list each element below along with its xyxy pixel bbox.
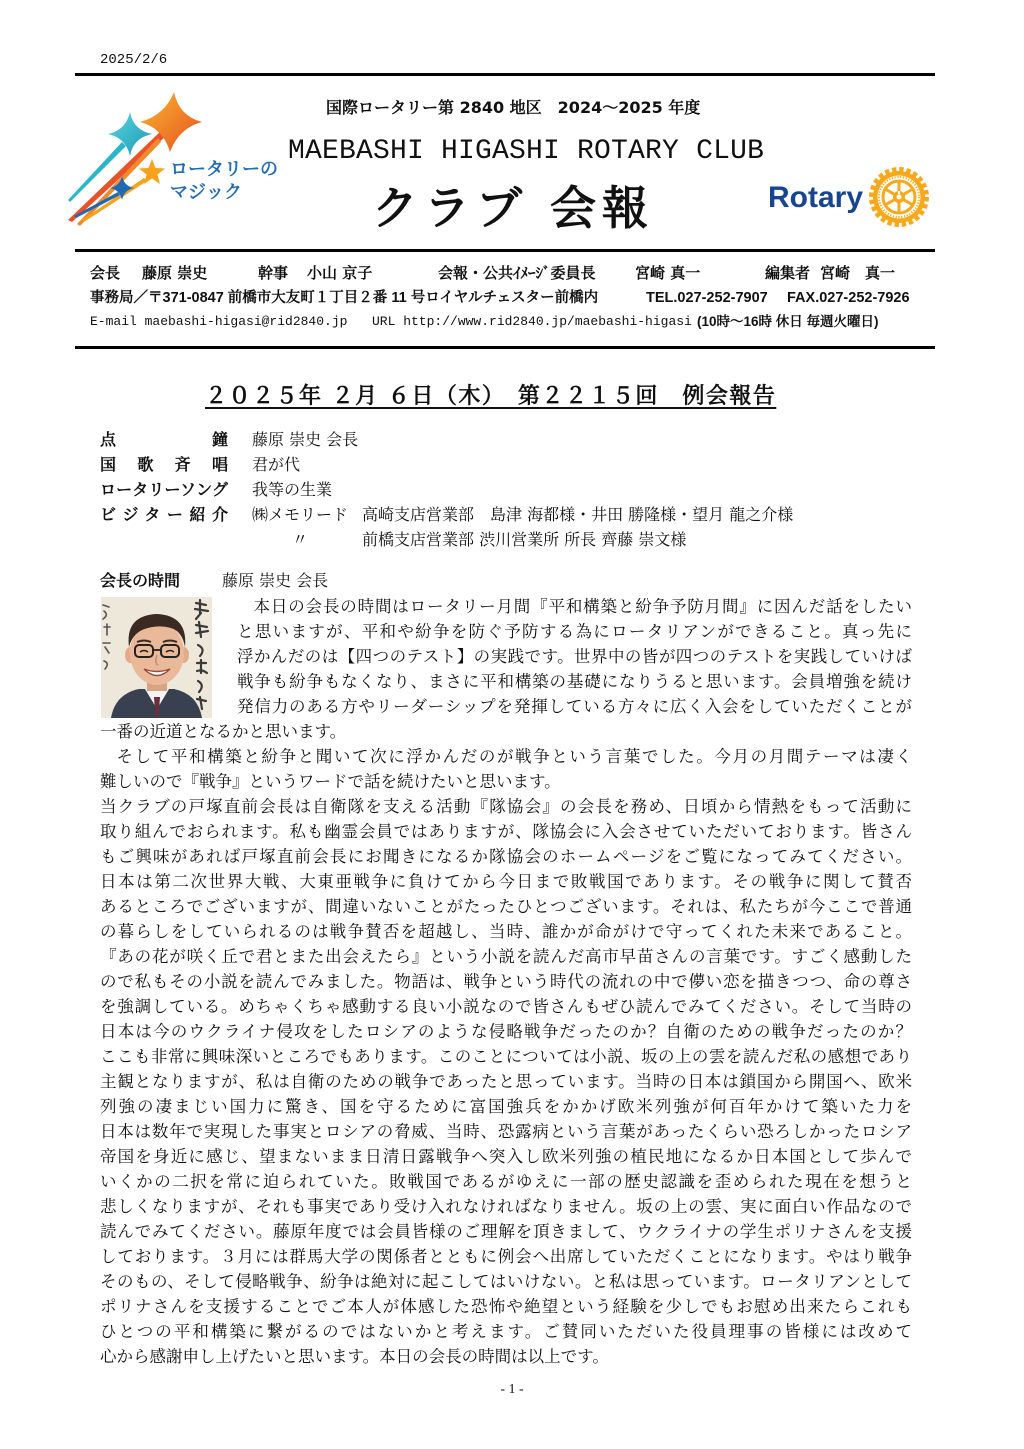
staff-name-editor: 宮崎 真一 xyxy=(820,264,896,282)
meeting-report-title: ２０２５年 ２月 ６日（木） 第２２１５回 例会報告 xyxy=(205,384,777,409)
staff-role-secretary: 幹事 xyxy=(258,264,289,282)
issue-date: 2025/2/6 xyxy=(100,52,168,68)
top-rule xyxy=(75,73,935,76)
rotary-wheel-icon xyxy=(868,166,930,228)
body-line: 浮かんだのは【四つのテスト】の実践です。世界中の皆が四つのテストを実践していけば xyxy=(237,647,912,666)
contact-rule xyxy=(75,346,935,349)
body-line: ひとつの平和構築に繋がるのではないかと考えます。ご賛同いただいた役員理事の皆様には改めて xyxy=(100,1322,912,1341)
body-line: 読んでみてください。藤原年度では会員皆様のご理解を頂きまして、ウクライナの学生ポリナさんを支援 xyxy=(100,1222,912,1241)
theme-logo-line2: マジック xyxy=(170,182,242,203)
body-line: と思いますが、平和や紛争を防ぐ予防する為にロータリアンができること。真っ先に xyxy=(237,622,912,641)
office-url: URL http://www.rid2840.jp/maebashi-higasi xyxy=(372,314,692,329)
body-line: 日本は今のウクライナ侵攻をしたロシアのような侵略戦争だったのか？自衛のための戦争だったのか？ xyxy=(100,1022,912,1041)
body-line: あるところでございますが、間違いないことがたったひとつございます。それは、私たちが今ここで普通 xyxy=(100,897,912,916)
page-number: - 1 - xyxy=(500,1382,524,1397)
body-line: そのもの、そして侵略戦争、紛争は絶対に起こしてはいけない。と私は思っています。ロータリアンとして xyxy=(100,1272,912,1291)
office-fax: FAX.027-252-7926 xyxy=(787,290,910,306)
program-label-bell: 点鐘 xyxy=(100,430,228,449)
body-line: を強調している。めちゃくちゃ感動する良い小説なので皆さんもぜひ読んでみてください。そして当時の xyxy=(100,997,912,1016)
newsletter-title: クラブ 会報 xyxy=(372,181,655,235)
office-email: E-mail maebashi-higasi@rid2840.jp xyxy=(90,314,348,329)
staff-role-president: 会長 xyxy=(90,264,121,282)
visitor-company: ㈱メモリード xyxy=(252,505,349,524)
program-label-song: ロータリーソング xyxy=(100,480,228,499)
program-value-anthem: 君が代 xyxy=(252,455,301,474)
body-line: 取り組んでおられます。私も幽霊会員ではありますが、隊協会に入会させていただいております。皆さん xyxy=(100,822,912,841)
staff-name-secretary: 小山 京子 xyxy=(307,264,373,282)
staff-name-president: 藤原 崇史 xyxy=(142,264,208,282)
body-line: 帝国を身近に感じ、望まないまま日清日露戦争へ突入し欧米列強の植民地になるか日本国として歩んで xyxy=(100,1147,912,1166)
body-line: 日本は第二次世界大戦、大東亜戦争に負けてから今日まで敗戦国であります。その戦争に関して賛否 xyxy=(100,872,912,891)
body-line: 戦争も紛争もなくなり、まさに平和構築の基礎になりうると思います。会員増強を続け xyxy=(237,672,912,691)
body-line: 一番の近道となるかと思います。 xyxy=(100,722,347,741)
body-line: 列強の凄まじい国力に驚き、国を守るために富国強兵をかかげ欧米列強が何百年かけて築いた力を xyxy=(100,1097,912,1116)
body-line: ここも非常に興味深いところでもあります。このことについては小説、坂の上の雲を読んだ私の感想であり xyxy=(100,1047,912,1066)
district-line: 国際ロータリー第 2840 地区 2024～2025 年度 xyxy=(326,98,701,117)
staff-role-pr-chair: 会報・公共ｲﾒｰｼﾞ委員長 xyxy=(438,264,596,282)
theme-logo-line1: ロータリーの xyxy=(170,159,278,180)
body-line: ポリナさんを支援することでご本人が体感した恐怖や絶望という経験を少しでもお慰め出来たらこれも xyxy=(100,1297,912,1316)
visitor-detail: 前橋支店営業部 渋川営業所 所長 齊藤 崇文様 xyxy=(362,530,687,549)
body-line: ので私もその小説を読んでみました。物語は、戦争という時代の流れの中で儚い恋を描きつつ、命の尊さ xyxy=(100,972,912,991)
body-line: そして平和構築と紛争と聞いて次に浮かんだのが戦争という言葉でした。今月の月間テーマは凄く xyxy=(116,747,912,766)
president-time-body xyxy=(100,594,912,1369)
program-value-bell: 藤原 崇史 会長 xyxy=(252,430,359,449)
body-line: いくかの二択を常に迫られていた。敗戦国であるがゆえに一部の歴史認識を歪められた現在を想うと xyxy=(100,1172,912,1191)
visitor-company-ditto: 〃 xyxy=(291,530,308,549)
president-time-heading: 会長の時間 xyxy=(100,571,181,590)
body-line: 難しいので『戦争』というワードで話を続けたいと思います。 xyxy=(100,772,561,791)
body-line: 日本は数年で実現した事実とロシアの脅威、当時、恐露病という言葉があったくらい恐ろしかったロシア xyxy=(100,1122,912,1141)
club-name: MAEBASHI HIGASHI ROTARY CLUB xyxy=(288,136,765,167)
body-line: の暮らしをしていられるのは戦争賛否を超越し、当時、誰かが命がけで守ってくれた未来であること。 xyxy=(100,922,912,941)
rotary-wordmark: Rotary xyxy=(768,181,864,214)
body-line: しております。３月には群馬大学の関係者とともに例会へ出席していただくことになります。やはり戦争 xyxy=(100,1247,912,1266)
visitor-detail: 高崎支店営業部 島津 海都様・井田 勝隆様・望月 龍之介様 xyxy=(362,505,794,524)
office-tel: TEL.027-252-7907 xyxy=(646,290,768,306)
body-line: 発信力のある方やリーダーシップを発揮している方々に広く入会をしていただくことが xyxy=(237,697,912,716)
body-line: 当クラブの戸塚直前会長は自衛隊を支える活動『隊協会』の会長を務め、日頃から情熱をもって活動に xyxy=(100,797,912,816)
program-label-anthem: 国歌斉唱 xyxy=(100,455,228,474)
staff-name-pr-chair: 宮崎 真一 xyxy=(635,264,701,282)
body-line: 悲しくなりますが、それも事実であり受け入れなければなりません。坂の上の雲、実に面白い作品なので xyxy=(100,1197,912,1216)
office-address: 事務局／〒371-0847 前橋市大友町１丁目２番 11 号ロイヤルチェスター前橋内 xyxy=(90,290,599,306)
office-hours: (10時～16時 休日 毎週火曜日) xyxy=(697,314,879,329)
body-line: もご興味があれば戸塚直前会長にお聞きになるか隊協会のホームページをご覧になってみてください。 xyxy=(100,847,912,866)
masthead-rule xyxy=(75,249,935,252)
visitors-label: ビジター紹介 xyxy=(100,505,228,524)
body-line: 『あの花が咲く丘で君とまた出会えたら』という小説を読んだ高市早苗さんの言葉です。すごく感動した xyxy=(100,947,912,966)
body-line: 本日の会長の時間はロータリー月間『平和構築と紛争予防月間』に因んだ話をしたい xyxy=(253,597,912,616)
program-value-song: 我等の生業 xyxy=(252,480,333,499)
body-line: 心から感謝申し上げたいと思います。本日の会長の時間は以上です。 xyxy=(100,1347,609,1366)
staff-role-editor: 編集者 xyxy=(765,264,811,282)
president-time-speaker: 藤原 崇史 会長 xyxy=(222,571,329,590)
body-line: 主観となりますが、私は自衛のための戦争であったと思っています。当時の日本は鎖国から開国へ、欧米 xyxy=(100,1072,912,1091)
